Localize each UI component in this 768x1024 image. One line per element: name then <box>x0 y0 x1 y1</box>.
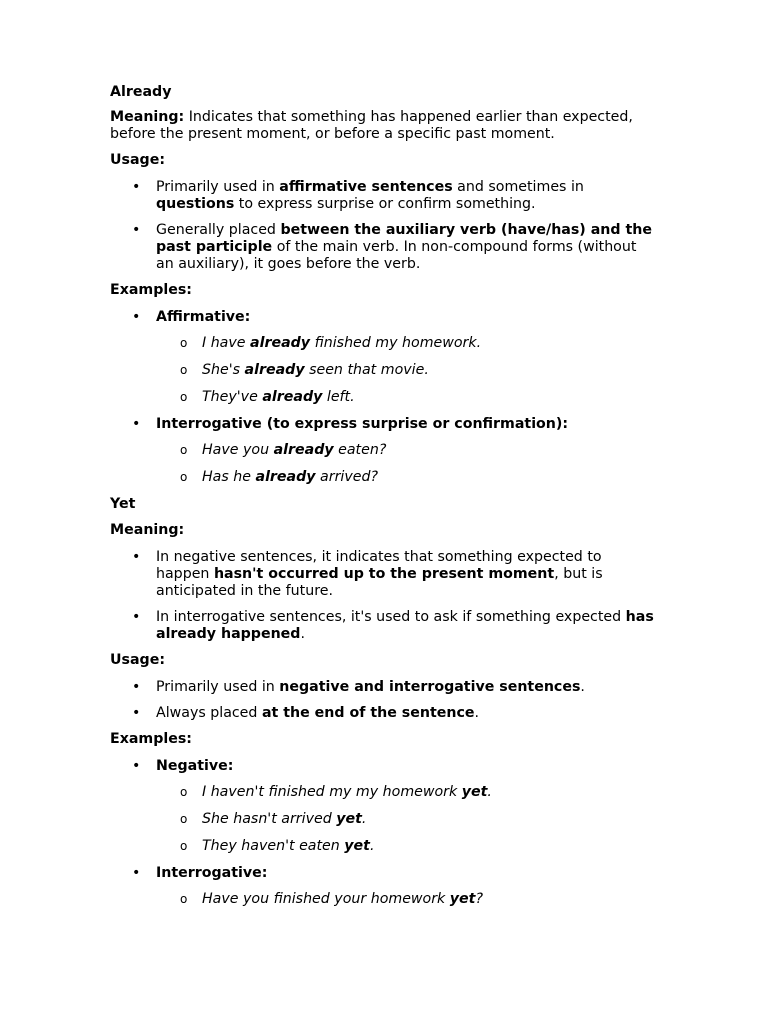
example-item: o Has he already arrived? <box>180 469 379 485</box>
list-item: • Generally placed between the auxiliary verb (have/has) and the past participle of the main verb. In non-compound forms (without an auxiliary), it goes before the verb. <box>132 222 653 272</box>
example-item: o I haven't finished my my homework yet. <box>180 784 492 800</box>
yet-meaning-label: Meaning: <box>110 522 185 538</box>
example-item: o They've already left. <box>180 389 355 405</box>
document-page <box>110 84 670 918</box>
example-item: o She's already seen that movie. <box>180 362 429 378</box>
example-item: o I have already finished my homework. <box>180 335 482 351</box>
list-item: • Interrogative (to express surprise or confirmation): <box>132 416 569 432</box>
already-heading: Already <box>110 84 172 100</box>
yet-heading: Yet <box>110 496 136 512</box>
list-item: • Primarily used in negative and interrogative sentences. <box>132 679 585 695</box>
list-item: • Primarily used in affirmative sentences and sometimes in questions to express surprise or confirm something. <box>132 179 584 212</box>
list-item: • Always placed at the end of the sentence. <box>132 705 480 721</box>
example-item: o Have you finished your homework yet? <box>180 891 483 907</box>
already-usage-label: Usage: <box>110 152 165 168</box>
example-item: o She hasn't arrived yet. <box>180 811 367 827</box>
list-item: • Interrogative: <box>132 865 268 881</box>
yet-usage-label: Usage: <box>110 652 165 668</box>
list-item: • Negative: <box>132 758 234 774</box>
yet-examples-label: Examples: <box>110 731 192 747</box>
list-item: • In interrogative sentences, it's used to ask if something expected has already happened. <box>132 609 654 642</box>
already-meaning: Meaning: Indicates that something has happened earlier than expected, before the present moment, or before a specific past moment. <box>110 109 633 142</box>
example-item: o Have you already eaten? <box>180 442 387 458</box>
already-examples-label: Examples: <box>110 282 192 298</box>
list-item: • In negative sentences, it indicates that something expected to happen hasn't occurred up to the present moment, but is anticipated in the future. <box>132 549 603 599</box>
example-item: o They haven't eaten yet. <box>180 838 375 854</box>
list-item: • Affirmative: <box>132 309 251 325</box>
